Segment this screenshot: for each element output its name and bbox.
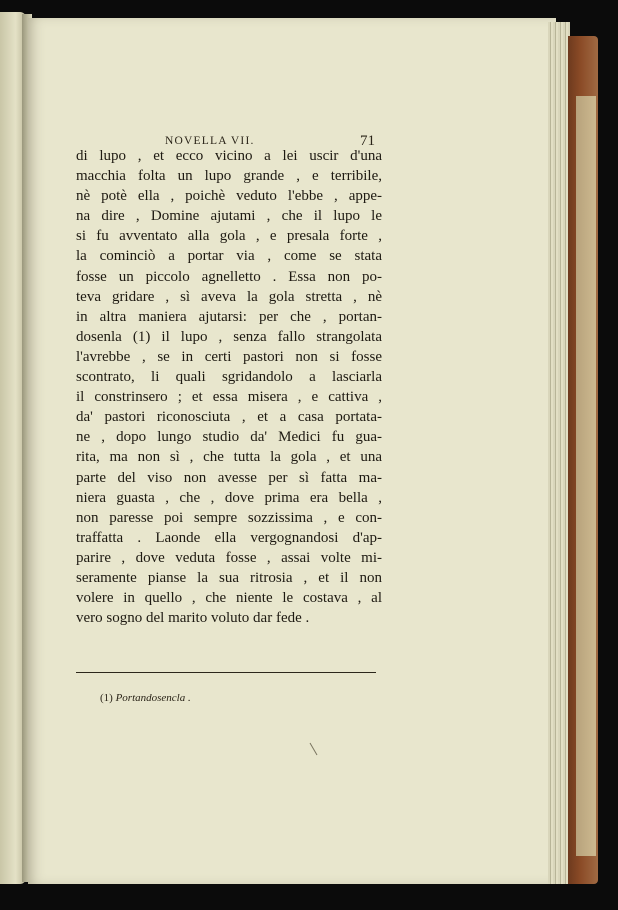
text-line: scontrato, li quali sgridandolo a lasciarla <box>76 369 382 386</box>
text-line: si fu avventato alla gola , e presala forte , <box>76 228 382 245</box>
text-line: parte del viso non avesse per sì fatta ma- <box>76 469 382 486</box>
footnote <box>100 692 191 704</box>
text-line: l'avrebbe , se in certi pastori non si fosse <box>76 348 382 365</box>
text-line: na dire , Domine ajutami , che il lupo le <box>76 208 382 225</box>
text-line: in altra maniera ajutarsi: per che , portan- <box>76 308 382 325</box>
page-number: 71 <box>360 133 375 149</box>
footnote-text: Portandosencla . <box>115 692 191 704</box>
text-line: rita, ma non sì , che tutta la gola , et una <box>76 449 382 466</box>
text-line: ne , dopo lungo studio da' Medici fu gua- <box>76 429 382 446</box>
cover-board <box>576 96 596 856</box>
text-line: non paresse poi sempre sozzissima , e con- <box>76 509 382 526</box>
text-line: seramente pianse la sua ritrosia , et il non <box>76 569 382 586</box>
footnote-rule <box>76 672 376 673</box>
running-title: NOVELLA VII. <box>165 135 255 147</box>
text-line: teva gridare , sì aveva la gola stretta , nè <box>76 288 382 305</box>
text-line: dosenla (1) il lupo , senza fallo strangolata <box>76 328 382 345</box>
text-line: traffatta . Laonde ella vergognandosi d'ap- <box>76 529 382 546</box>
text-line: da' pastori riconosciuta , et a casa portata- <box>76 409 382 426</box>
body-text <box>76 146 382 628</box>
page-edges <box>548 22 570 884</box>
text-line: macchia folta un lupo grande , e terribile, <box>76 168 382 185</box>
footnote-marker: (1) <box>100 692 113 704</box>
text-line: parire , dove veduta fosse , assai volte mi- <box>76 549 382 566</box>
text-line: il constrinsero ; et essa misera , e cattiva , <box>76 389 382 406</box>
text-line: fosse un piccolo agnelletto . Essa non po- <box>76 268 382 285</box>
text-line: nè potè ella , poichè veduto l'ebbe , appe- <box>76 188 382 205</box>
text-line: volere in quello , che niente le costava , al <box>76 590 382 607</box>
text-line: vero sogno del marito voluto dar fede . <box>76 610 310 627</box>
text-line: la cominciò a portar via , come se stata <box>76 248 382 265</box>
text-line: niera guasta , che , dove prima era bella , <box>76 489 382 506</box>
book-cover <box>568 36 598 884</box>
text-line: di lupo , et ecco vicino a lei uscir d'una <box>76 148 382 164</box>
